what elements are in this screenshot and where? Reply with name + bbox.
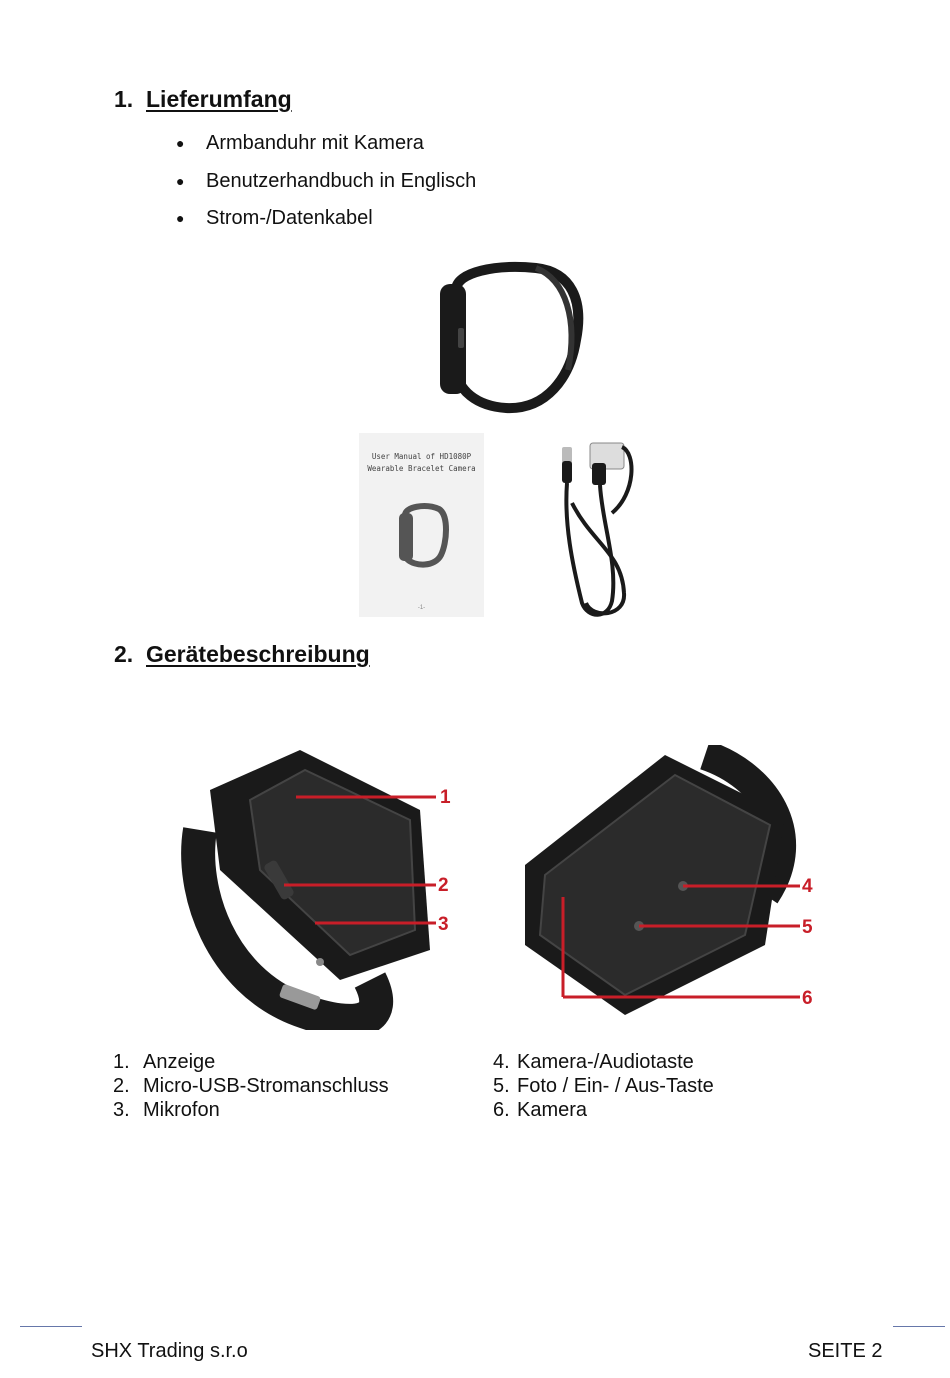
callout-4: 4 bbox=[802, 876, 813, 897]
section-2-title: Gerätebeschreibung bbox=[146, 641, 370, 667]
parts-list-left bbox=[113, 1050, 389, 1122]
callout-2: 2 bbox=[438, 875, 449, 896]
callout-1: 1 bbox=[440, 787, 451, 808]
list-item: 4. Kamera-/Audiotaste bbox=[493, 1051, 694, 1073]
section-1-number: 1. bbox=[114, 86, 134, 112]
list-item: ● Strom-/Datenkabel bbox=[176, 200, 476, 238]
parts-list-right bbox=[493, 1050, 714, 1122]
scope-of-delivery-list bbox=[176, 125, 476, 238]
callout-3: 3 bbox=[438, 914, 449, 935]
footer-rule-left bbox=[20, 1326, 82, 1327]
footer-rule-right bbox=[893, 1326, 945, 1327]
callout-5: 5 bbox=[802, 917, 813, 938]
usb-cable-image bbox=[552, 433, 642, 623]
section-1-title: Lieferumfang bbox=[146, 86, 292, 112]
footer-company: SHX Trading s.r.o bbox=[91, 1340, 248, 1362]
device-front-view bbox=[180, 740, 470, 1030]
user-manual-image bbox=[359, 433, 484, 617]
manual-line-1: User Manual of HD1080P bbox=[371, 452, 472, 461]
bullet-icon: ● bbox=[176, 135, 185, 151]
callout-6: 6 bbox=[802, 988, 813, 1009]
device-side-view bbox=[515, 745, 825, 1035]
list-item: 5. Foto / Ein- / Aus-Taste bbox=[493, 1075, 714, 1097]
section-1-heading bbox=[114, 86, 292, 113]
list-item: 3. Mikrofon bbox=[113, 1099, 220, 1121]
list-item: 6. Kamera bbox=[493, 1099, 588, 1121]
manual-bracelet-icon bbox=[395, 503, 449, 569]
bullet-icon: ● bbox=[176, 172, 185, 189]
bracelet-camera-image bbox=[436, 260, 586, 420]
section-2-heading bbox=[114, 641, 370, 668]
manual-page-mark: -1- bbox=[417, 605, 426, 611]
list-item: 1. Anzeige bbox=[113, 1051, 216, 1073]
section-2-number: 2. bbox=[114, 641, 134, 667]
list-item: ● Benutzerhandbuch in Englisch bbox=[176, 163, 476, 201]
list-item: 2. Micro-USB-Stromanschluss bbox=[113, 1075, 389, 1097]
manual-line-2: Wearable Bracelet Camera bbox=[367, 464, 476, 473]
list-item: ● Armbanduhr mit Kamera bbox=[176, 125, 476, 163]
footer-page-number: SEITE 2 bbox=[808, 1340, 883, 1362]
bullet-icon: ● bbox=[176, 210, 185, 226]
